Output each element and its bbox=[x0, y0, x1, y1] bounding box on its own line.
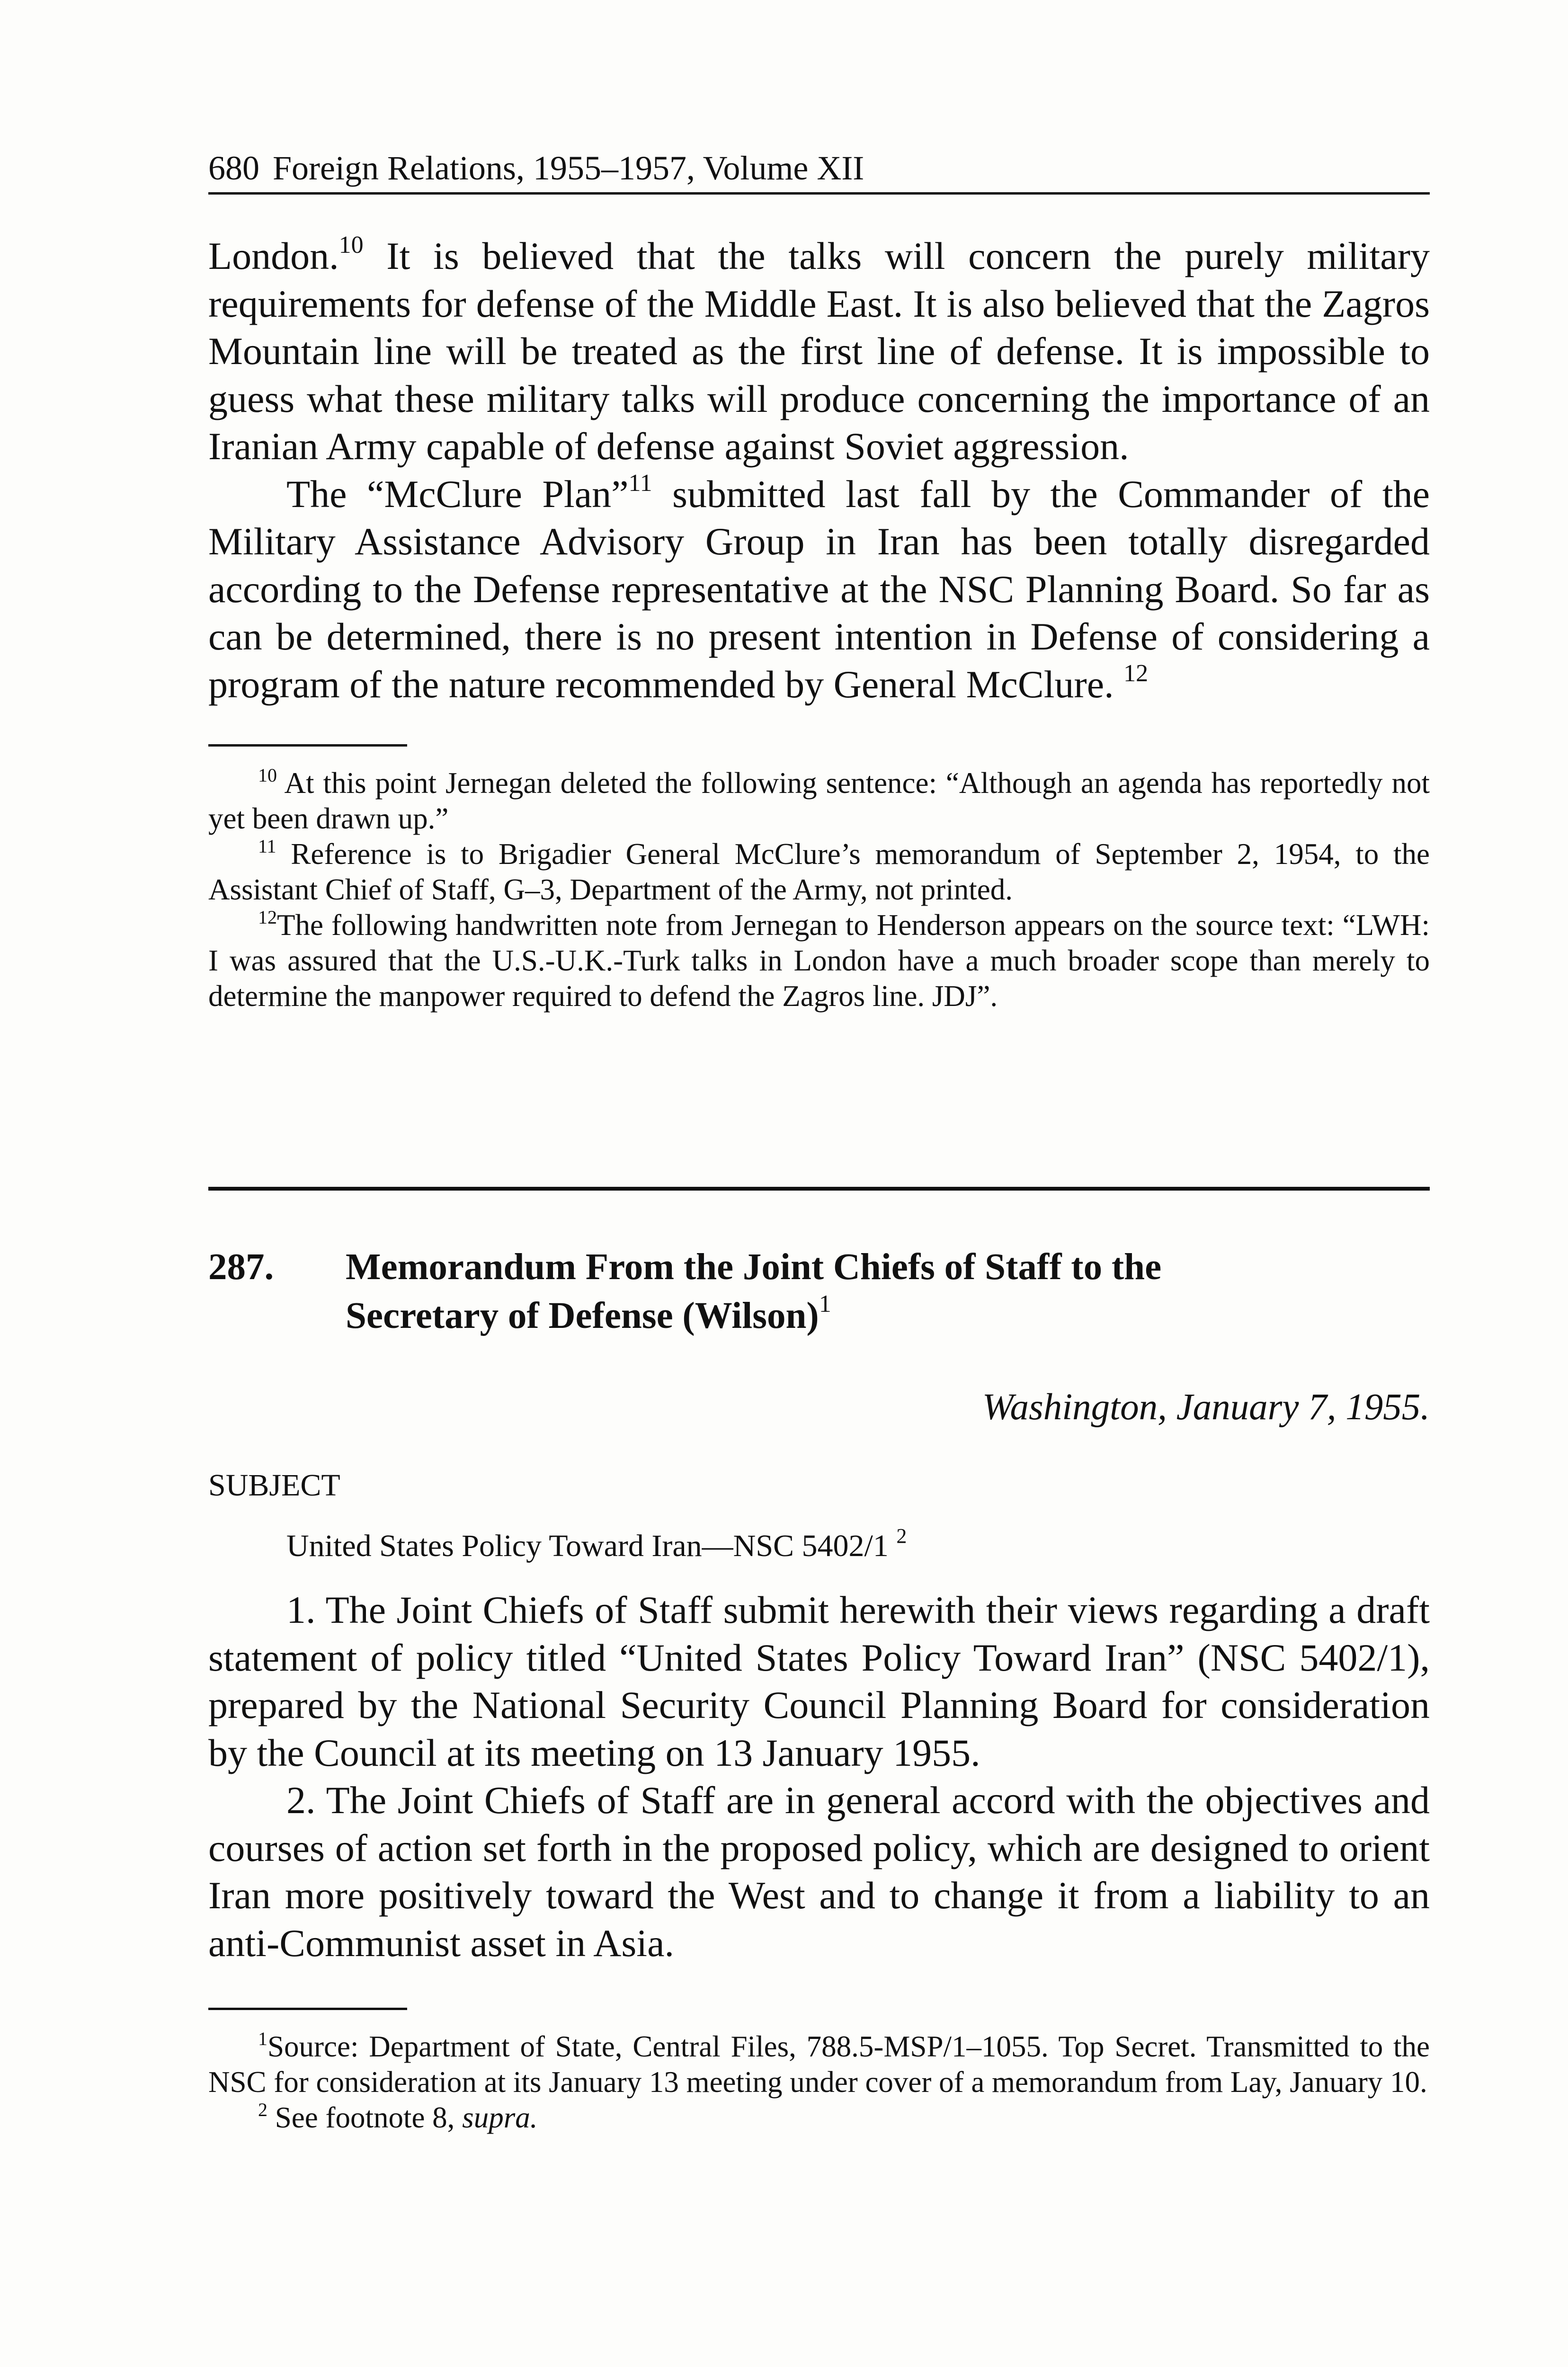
footnote-ref: 2 bbox=[896, 1524, 907, 1548]
footnote-text: Source: Department of State, Central Files, 788.5-MSP/1–1055. Top Secret. Transmitted to the NSC for consideration at its January 13 meeting under cover of a memorandum from Lay, January 10. bbox=[208, 2030, 1430, 2099]
footnote-number: 2 bbox=[258, 2099, 267, 2120]
footnote-divider bbox=[208, 744, 407, 747]
footnote-text: The following handwritten note from Jernegan to Henderson appears on the source text: “LWH: I was assured that the U.S.-U.K.-Turk talks in London have a much broader scope than merely to determine the manpower required to defend the Zagros line. JDJ”. bbox=[208, 908, 1430, 1013]
footnote-text: Reference is to Brigadier General McClure’s memorandum of September 2, 1954, to the Assistant Chief of Staff, G–3, Department of the Army, not printed. bbox=[208, 837, 1430, 906]
body-paragraph-2 bbox=[208, 471, 1430, 709]
paragraph-text: London. bbox=[208, 234, 339, 277]
body-paragraph-1 bbox=[208, 232, 1430, 471]
document-number: 287. bbox=[208, 1246, 274, 1288]
footnote-ref: 12 bbox=[1123, 659, 1149, 687]
footnote bbox=[208, 765, 1430, 836]
page bbox=[208, 147, 1430, 2136]
page-number: 680 bbox=[208, 149, 259, 187]
footnote bbox=[208, 836, 1430, 908]
running-head bbox=[208, 147, 1430, 195]
footnote-ref: 11 bbox=[628, 469, 652, 497]
footnote-ref: 10 bbox=[339, 231, 364, 258]
footnotes-bottom bbox=[208, 2008, 1430, 2136]
document-title-text: Memorandum From the Joint Chiefs of Staff to the Secretary of Defense (Wilson) bbox=[346, 1246, 1162, 1336]
publication-title: Foreign Relations, 1955–1957, Volume XII bbox=[273, 149, 864, 187]
footnote-italic-text: supra. bbox=[462, 2101, 538, 2134]
footnotes-top bbox=[208, 765, 1430, 1014]
subject-text: United States Policy Toward Iran—NSC 5402/1 bbox=[286, 1529, 889, 1563]
memo-paragraph-2: 2. The Joint Chiefs of Staff are in general accord with the objectives and courses of action set forth in the proposed policy, which are designed to orient Iran more positively toward the West and to change it from a liability to an anti-Communist asset in Asia. bbox=[208, 1779, 1430, 1965]
footnote-text: See footnote 8, bbox=[275, 2101, 463, 2134]
paragraph-text: The “McClure Plan” bbox=[286, 472, 629, 516]
footnote-divider bbox=[208, 2008, 407, 2010]
subject-label: SUBJECT bbox=[208, 1468, 340, 1503]
footnote bbox=[208, 908, 1430, 1014]
footnote bbox=[208, 2029, 1430, 2100]
paragraph-text: It is believed that the talks will concern the purely military requirements for defense of the Middle East. It is also believed that the Zagros Mountain line will be treated as the first line of defense. It is impossible to guess what these military talks will produce concerning the importance of an Iranian Army capable of defense against Soviet aggression. bbox=[208, 234, 1430, 468]
footnote-number: 10 bbox=[258, 765, 277, 786]
memo-paragraph-1: 1. The Joint Chiefs of Staff submit herewith their views regarding a draft statement of policy titled “United States Policy Toward Iran” (NSC 5402/1), prepared by the National Security Council Planning Board for consideration by the Council at its meeting on 13 January 1955. bbox=[208, 1588, 1430, 1774]
footnote bbox=[208, 2100, 1430, 2136]
footnote-text: At this point Jernegan deleted the following sentence: “Although an agenda has reportedly not yet been drawn up.” bbox=[208, 766, 1430, 835]
footnote-number: 12 bbox=[258, 907, 277, 928]
footnote-number: 1 bbox=[258, 2028, 267, 2049]
paragraph-text: submitted last fall by the Commander of the Military Assistance Advisory Group in Iran has been totally disregarded according to the Defense representative at the NSC Planning Board. So far as can be determined, there is no present intention in Defense of considering a program of the nature recommended by General McClure. bbox=[208, 472, 1430, 706]
dateline: Washington, January 7, 1955. bbox=[982, 1387, 1430, 1428]
section-divider bbox=[208, 1187, 1430, 1191]
footnote-ref: 1 bbox=[819, 1290, 831, 1317]
document-heading bbox=[208, 1243, 1430, 1340]
document-title bbox=[346, 1243, 1245, 1340]
footnote-number: 11 bbox=[258, 836, 276, 857]
subject-line bbox=[286, 1525, 1430, 1567]
